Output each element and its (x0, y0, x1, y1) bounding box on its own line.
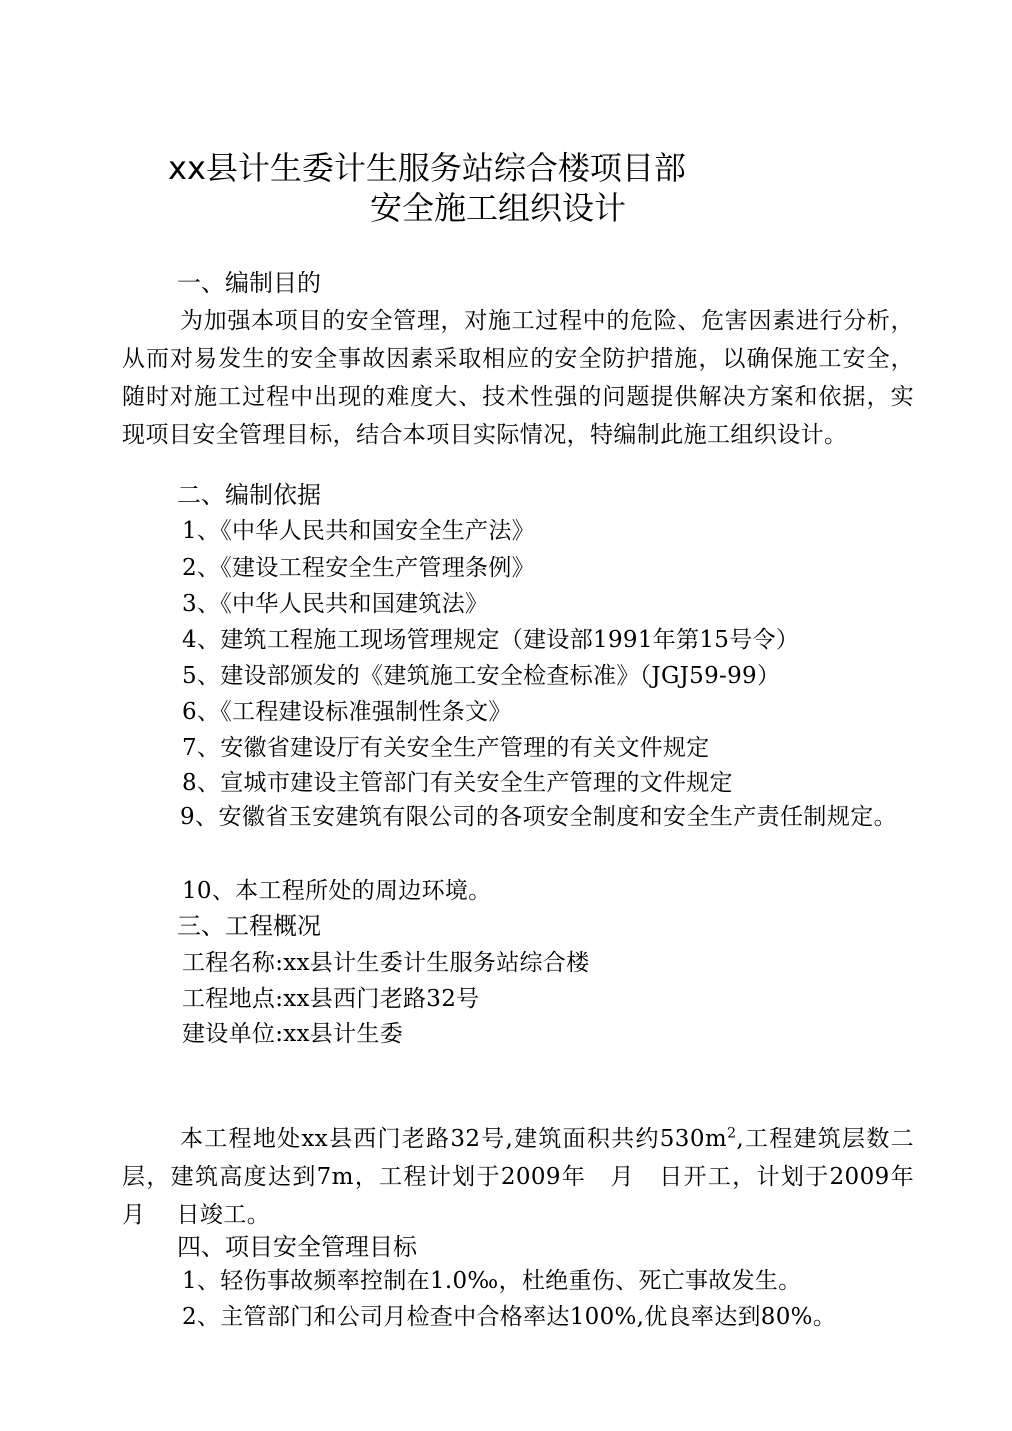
section3-heading: 三、工程概况 (177, 912, 321, 940)
basis-item-5: 5、建设部颁发的《建筑施工安全检查标准》（JGJ59-99） (182, 663, 781, 689)
basis-item-2: 2、《建设工程安全生产管理条例》 (182, 555, 535, 581)
document-title-line1: xx县计生委计生服务站综合楼项目部 (168, 149, 686, 187)
basis-item-10: 10、本工程所处的周边环境。 (182, 878, 492, 904)
project-name: 工程名称:xx县计生委计生服务站综合楼 (182, 950, 590, 976)
project-description-part1: 本工程地处xx县西门老路32号,建筑面积共约530m (180, 1126, 728, 1152)
area-superscript: 2 (727, 1125, 737, 1142)
basis-item-3: 3、《中华人民共和国建筑法》 (182, 591, 489, 617)
project-owner: 建设单位:xx县计生委 (182, 1021, 403, 1047)
target-item-1: 1、轻伤事故频率控制在1.0‰，杜绝重伤、死亡事故发生。 (182, 1268, 802, 1294)
section1-body: 为加强本项目的安全管理，对施工过程中的危险、危害因素进行分析，从而对易发生的安全事故因素采取相应的安全防护措施，以确保施工安全，随时对施工过程中出现的难度大、技术性强的问题提供解决方案和依据，实现项目安全管理目标，结合本项目实际情况，特编制此施工组织设计。 (122, 308, 914, 448)
project-description (122, 1120, 938, 1234)
basis-item-1: 1、《中华人民共和国安全生产法》 (182, 518, 535, 544)
section4-heading: 四、项目安全管理目标 (177, 1233, 417, 1261)
project-location: 工程地点:xx县西门老路32号 (182, 986, 480, 1012)
document-title-line2: 安全施工组织设计 (370, 189, 627, 227)
basis-item-7: 7、安徽省建设厅有关安全生产管理的有关文件规定 (182, 735, 710, 761)
basis-item-9: 9、安徽省玉安建筑有限公司的各项安全制度和安全生产责任制规定。 (180, 804, 898, 830)
basis-item-4: 4、建筑工程施工现场管理规定（建设部1991年第15号令） (182, 627, 800, 653)
project-description-part2: ,工程建筑层数二层，建筑高度达到7m，工程计划于2009年 月 日开工，计划于2009年 月 日竣工。 (122, 1126, 938, 1228)
section2-heading: 二、编制依据 (177, 481, 321, 509)
basis-item-8: 8、宣城市建设主管部门有关安全生产管理的文件规定 (182, 770, 733, 796)
basis-item-6: 6、《工程建设标准强制性条文》 (182, 699, 512, 725)
section1-heading: 一、编制目的 (177, 269, 321, 297)
target-item-2: 2、主管部门和公司月检查中合格率达100%,优良率达到80%。 (182, 1304, 837, 1330)
